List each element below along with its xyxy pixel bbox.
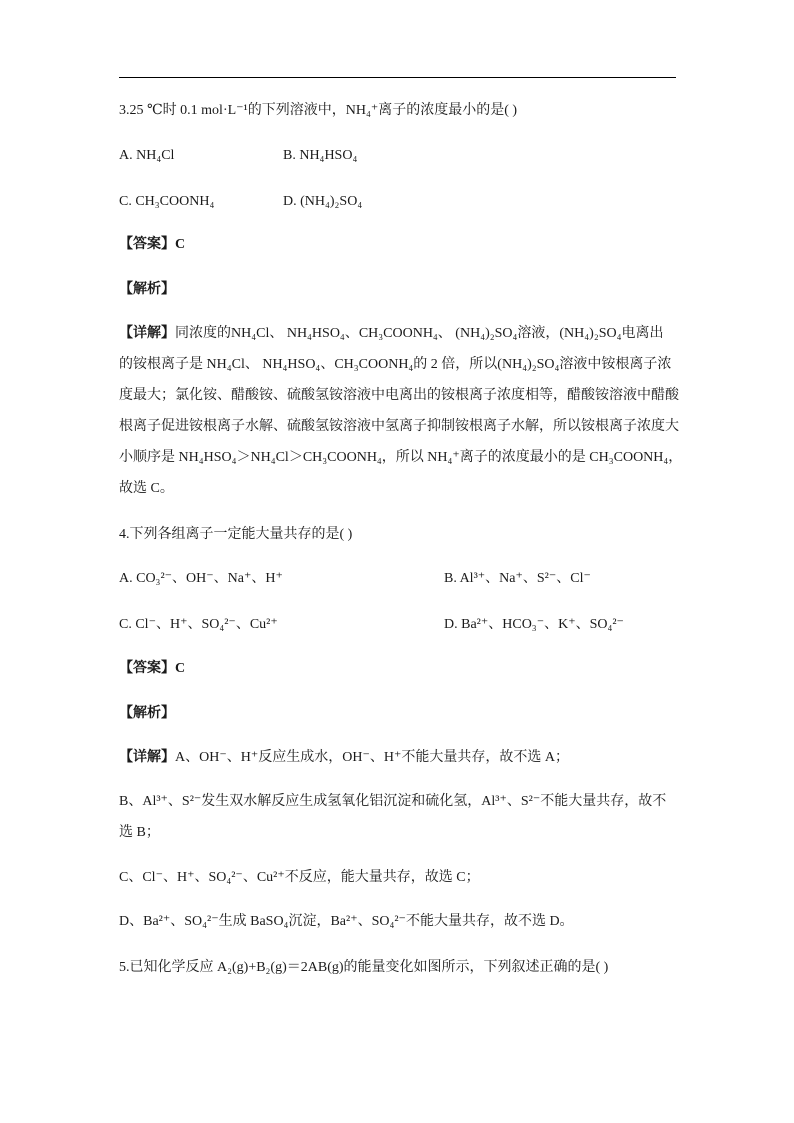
q3-detail-line-3: 度最大；氯化铵、醋酸铵、硫酸氢铵溶液中电离出的铵根离子浓度相等，醋酸铵溶液中醋酸	[119, 388, 679, 403]
q3-option-c: C. CH₃COONH₄	[119, 194, 215, 209]
q3-detail-line-4: 根离子促进铵根离子水解、硫酸氢铵溶液中氢离子抑制铵根离子水解，所以铵根离子浓度大	[119, 419, 679, 434]
q4-detail-b-line-1: B、Al³⁺、S²⁻发生双水解反应生成氢氧化铝沉淀和硫化氢，Al³⁺、S²⁻不能大量共存，故不	[119, 794, 667, 809]
q4-option-d: D. Ba²⁺、HCO₃⁻、K⁺、SO₄²⁻	[444, 617, 624, 632]
q5-stem: 5.已知化学反应 A₂(g)+B₂(g)＝2AB(g)的能量变化如图所示，下列叙述正确的是( )	[119, 960, 609, 975]
q3-option-a: A. NH₄Cl	[119, 148, 175, 163]
header-rule	[119, 77, 676, 78]
q4-detail-c: C、Cl⁻、H⁺、SO₄²⁻、Cu²⁺不反应，能大量共存，故选 C；	[119, 870, 480, 885]
q4-option-b: B. Al³⁺、Na⁺、S²⁻、Cl⁻	[444, 571, 591, 586]
q3-detail-line-1: 【详解】同浓度的NH₄Cl、 NH₄HSO₄、CH₃COONH₄、 (NH₄)₂SO₄溶液，(NH₄)₂SO₄电离出	[119, 326, 664, 341]
q3-detail-line-6: 故选 C。	[119, 481, 174, 496]
q3-option-d: D. (NH₄)₂SO₄	[283, 194, 363, 209]
q4-stem: 4.下列各组离子一定能大量共存的是( )	[119, 527, 353, 542]
q4-detail-a: 【详解】A、OH⁻、H⁺反应生成水，OH⁻、H⁺不能大量共存，故不选 A；	[119, 750, 569, 765]
q4-answer: 【答案】C	[119, 661, 186, 676]
q4-detail-b-line-2: 选 B；	[119, 825, 160, 840]
q3-option-b: B. NH₄HSO₄	[283, 148, 358, 163]
q4-detail-label: 【详解】	[119, 750, 175, 765]
q4-detail-d: D、Ba²⁺、SO₄²⁻生成 BaSO₄沉淀，Ba²⁺、SO₄²⁻不能大量共存，故不选 D。	[119, 914, 574, 929]
q3-analysis-label: 【解析】	[119, 282, 175, 297]
q4-option-a: A. CO₃²⁻、OH⁻、Na⁺、H⁺	[119, 571, 283, 586]
q4-analysis-label: 【解析】	[119, 706, 175, 721]
q3-stem: 3.25 ℃时 0.1 mol·L⁻¹的下列溶液中，NH₄⁺离子的浓度最小的是( )	[119, 103, 518, 118]
q4-option-c: C. Cl⁻、H⁺、SO₄²⁻、Cu²⁺	[119, 617, 278, 632]
q3-answer: 【答案】C	[119, 237, 186, 252]
q3-detail-line-5: 小顺序是 NH₄HSO₄＞NH₄Cl＞CH₃COONH₄，所以 NH₄⁺离子的浓度最小的是 CH₃COONH₄，	[119, 450, 683, 465]
q3-detail-line-2: 的铵根离子是 NH₄Cl、 NH₄HSO₄、CH₃COONH₄的 2 倍，所以(NH₄)₂SO₄溶液中铵根离子浓	[119, 357, 672, 372]
q3-detail-label: 【详解】	[119, 326, 175, 341]
